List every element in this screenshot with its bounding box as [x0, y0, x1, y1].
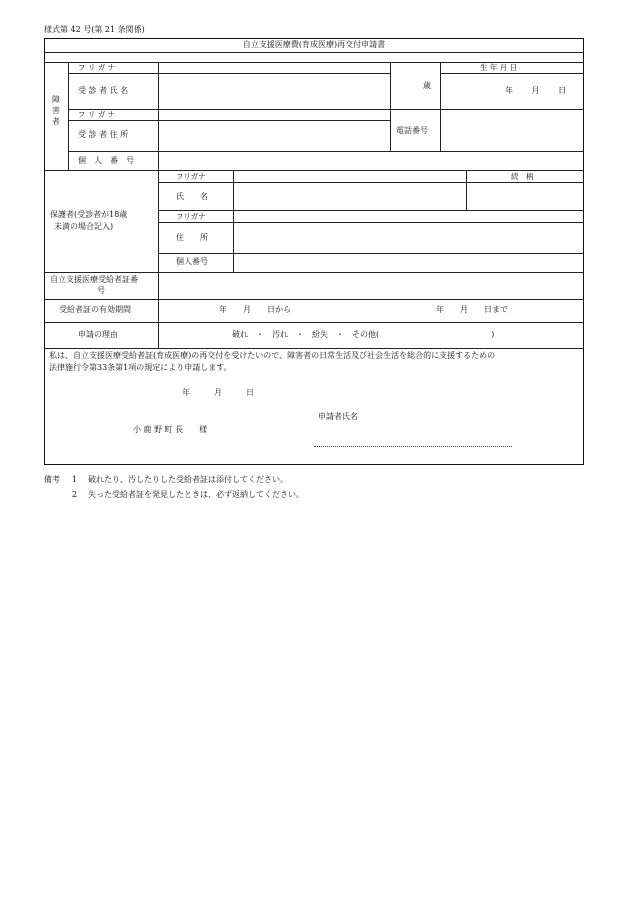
- divider: [44, 52, 584, 53]
- reason-options: 破れ ・ 汚れ ・ 紛失 ・ その他( ): [232, 330, 495, 339]
- validity-label: 受給者証の有効期間: [59, 305, 131, 314]
- divider: [158, 272, 159, 348]
- validity-from: 年 月 日から: [219, 305, 291, 314]
- divider: [158, 222, 584, 223]
- note-1-text: 破れたり、汚したりした受給者証は添付してください。: [88, 475, 288, 484]
- guardian-group-label-2: 未満の場合記入): [54, 222, 114, 231]
- reason-label: 申請の理由: [78, 330, 118, 339]
- divider: [158, 170, 159, 272]
- note-1-number: 1: [72, 475, 78, 484]
- form-frame: [44, 38, 584, 465]
- phone-label: 電話番号: [396, 126, 428, 135]
- declaration-line-2: 法律施行令第33条第1項の規定により申請します。: [49, 363, 232, 372]
- declaration-line-1: 私は、自立支援医療受給者証(育成医療)の再交付を受けたいので、障害者の日常生活及び社会生活を総合的に支援するための: [49, 351, 496, 360]
- dob-header: 生 年 月 日: [480, 63, 518, 72]
- certificate-number-label-1: 自立支援医療受給者証番: [50, 275, 138, 284]
- applicant-label: 申請者氏名: [318, 412, 358, 421]
- guardian-name-label: 氏 名: [176, 192, 208, 201]
- divider: [68, 109, 584, 110]
- divider: [158, 253, 584, 254]
- divider: [44, 322, 584, 323]
- patient-furigana2-label: フ リ ガ ナ: [78, 110, 116, 119]
- patient-furigana-label: フ リ ガ ナ: [78, 63, 116, 72]
- divider: [68, 120, 390, 121]
- divider: [158, 62, 159, 170]
- validity-to: 年 月 日まで: [436, 305, 508, 314]
- form-title: 自立支援医療費(育成医療)再交付申請書: [242, 40, 386, 49]
- patient-address-label: 受 診 者 住 所: [78, 130, 129, 139]
- guardian-id-number-label: 個人番号: [176, 257, 208, 266]
- divider: [44, 299, 584, 300]
- guardian-furigana2-label: フリガナ: [176, 212, 206, 221]
- divider: [68, 62, 69, 170]
- declaration-date: 年 月 日: [182, 388, 254, 397]
- addressee: 小 鹿 野 町 長 様: [133, 425, 208, 434]
- divider: [44, 348, 584, 349]
- divider: [466, 170, 467, 210]
- divider: [158, 210, 584, 211]
- guardian-furigana-label: フリガナ: [176, 172, 206, 181]
- notes-prefix: 備考: [44, 475, 60, 484]
- certificate-number-label-2: 号: [97, 286, 105, 295]
- divider: [44, 272, 584, 273]
- form-number: 様式第 42 号(第 21 条関係): [44, 25, 145, 34]
- divider: [68, 151, 584, 152]
- divider: [440, 73, 584, 74]
- divider: [390, 62, 391, 151]
- age-suffix: 歳: [423, 81, 431, 90]
- divider: [68, 73, 390, 74]
- divider: [158, 182, 584, 183]
- note-2-number: 2: [72, 490, 78, 499]
- dob-value: 年 月 日: [505, 86, 567, 95]
- divider: [440, 62, 441, 151]
- guardian-address-label: 住 所: [176, 233, 208, 242]
- patient-id-number-label: 個 人 番 号: [78, 156, 134, 165]
- patient-name-label: 受 診 者 氏 名: [78, 86, 129, 95]
- applicant-signature-line: [314, 446, 512, 447]
- divider: [233, 170, 234, 272]
- patient-group-label: 障害者: [52, 95, 60, 126]
- guardian-group-label-1: 保護者(受診者が18歳: [50, 210, 128, 219]
- note-2-text: 失った受給者証を発見したときは、必ず返納してください。: [88, 490, 304, 499]
- relation-label: 続 柄: [511, 172, 534, 181]
- divider: [44, 170, 584, 171]
